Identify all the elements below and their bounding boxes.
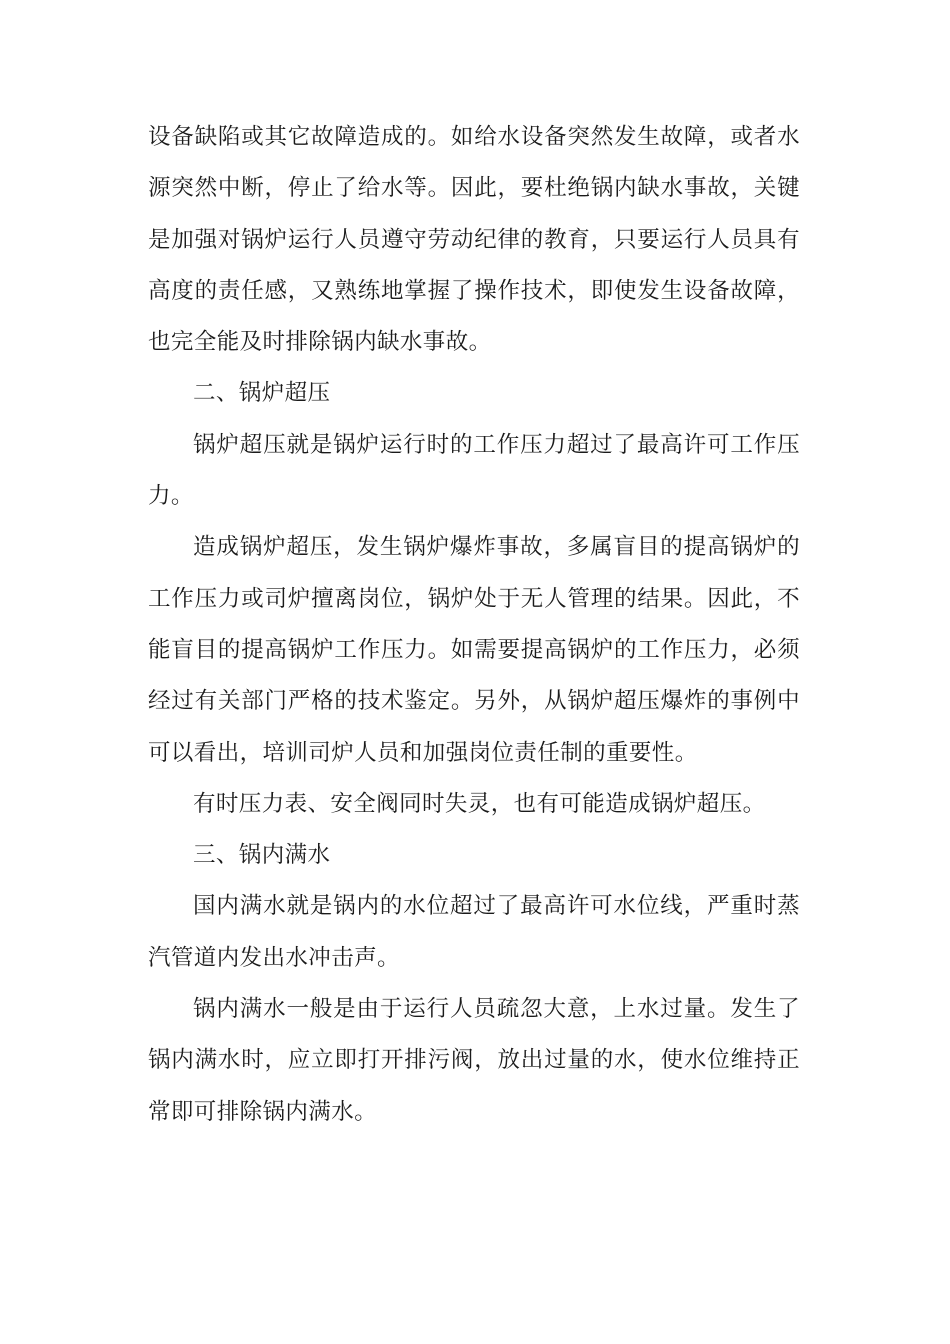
section-heading-boiler-overfill: 三、锅内满水: [193, 842, 331, 869]
section-heading-boiler-overpressure: 二、锅炉超压: [193, 380, 331, 407]
paragraph-overpressure-causes: 造成锅炉超压，发生锅炉爆炸事故，多属盲目的提高锅炉的工作压力或司炉擅离岗位，锅炉处于无人管理的结果。因此，不能盲目的提高锅炉工作压力。如需要提高锅炉的工作压力，必须经过有关部门严格的技术鉴定。另外，从锅炉超压爆炸的事例中可以看出，培训司炉人员和加强岗位责任制的重要性。: [148, 534, 800, 766]
paragraph-overpressure-definition: 锅炉超压就是锅炉运行时的工作压力超过了最高许可工作压力。: [148, 431, 800, 510]
paragraph-continuation: 设备缺陷或其它故障造成的。如给水设备突然发生故障，或者水源突然中断，停止了给水等。因此，要杜绝锅内缺水事故，关键是加强对锅炉运行人员遵守劳动纪律的教育，只要运行人员具有高度的责任感，又熟练地掌握了操作技术，即使发生设备故障，也完全能及时排除锅内缺水事故。: [148, 124, 800, 356]
paragraph-overfill-handling: 锅内满水一般是由于运行人员疏忽大意，上水过量。发生了锅内满水时，应立即打开排污阀，放出过量的水，使水位维持正常即可排除锅内满水。: [148, 996, 800, 1125]
paragraph-overfill-definition: 国内满水就是锅内的水位超过了最高许可水位线，严重时蒸汽管道内发出水冲击声。: [148, 893, 800, 971]
paragraph-overpressure-instrument-failure: 有时压力表、安全阀同时失灵，也有可能造成锅炉超压。: [193, 790, 766, 817]
document-body: [148, 112, 800, 1138]
